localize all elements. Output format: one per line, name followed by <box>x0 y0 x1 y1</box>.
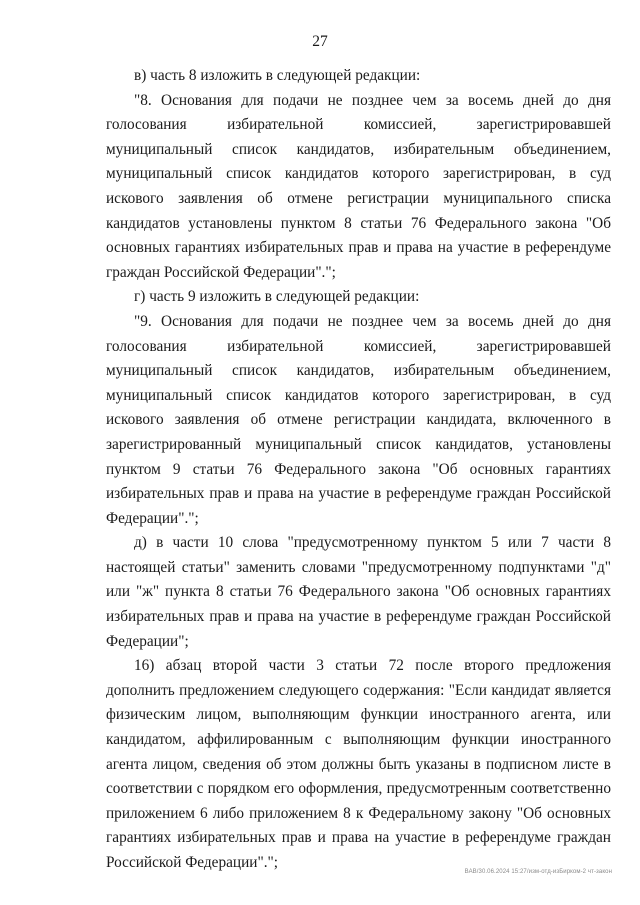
paragraph-item-d: д) в части 10 слова "предусмотренному пунктом 5 или 7 части 8 настоящей статьи" заменить словами "предусмотренному подпунктами "д" или "ж" пункта 8 статьи 76 Федерального закона "Об основных гарантиях избирательных прав и права на участие в референдуме граждан Российской Федерации"; <box>106 534 611 650</box>
paragraph-item-v: в) часть 8 изложить в следующей редакции: <box>134 67 421 84</box>
document-body <box>106 64 611 876</box>
footer-document-code: ВАВ/30.06.2024 15:27/изм-отд-изБирком-2 чт-закон <box>464 869 612 875</box>
paragraph-item-16: 16) абзац второй части 3 статьи 72 после второго предложения дополнить предложением следующего содержания: "Если кандидат является физическим лицом, выполняющим функции иностранного агента, или кандидатом, аффилированным с выполняющим функции иностранного агента лицом, сведения об этом должны быть указаны в подписном листе в соответствии с порядком его оформления, предусмотренным соответственно приложением 6 либо приложением 8 к Федеральному закону "Об основных гарантиях избирательных прав и права на участие в референдуме граждан Российской Федерации"."; <box>106 657 611 871</box>
page-number: 27 <box>312 33 328 50</box>
paragraph-part-8-text: "8. Основания для подачи не позднее чем за восемь дней до дня голосования избирательной комиссией, зарегистрировавшей муниципальный список кандидатов, избирательным объединением, муниципальный список кандидатов которого зарегистрирован, в суд искового заявления об отмене регистрации муниципального списка кандидатов установлены пунктом 8 статьи 76 Федерального закона "Об основных гарантиях избирательных прав и права на участие в референдуме граждан Российской Федерации"."; <box>106 91 611 281</box>
paragraph-part-9-text: "9. Основания для подачи не позднее чем за восемь дней до дня голосования избирательной комиссией, зарегистрировавшей муниципальный список кандидатов, избирательным объединением, муниципальный список кандидатов которого зарегистрирован, в суд искового заявления об отмене регистрации кандидата, включенного в зарегистрированный муниципальный список кандидатов, установлены пунктом 9 статьи 76 Федерального закона "Об основных гарантиях избирательных прав и права на участие в референдуме граждан Российской Федерации"."; <box>106 312 611 527</box>
paragraph-item-g: г) часть 9 изложить в следующей редакции: <box>134 288 420 306</box>
